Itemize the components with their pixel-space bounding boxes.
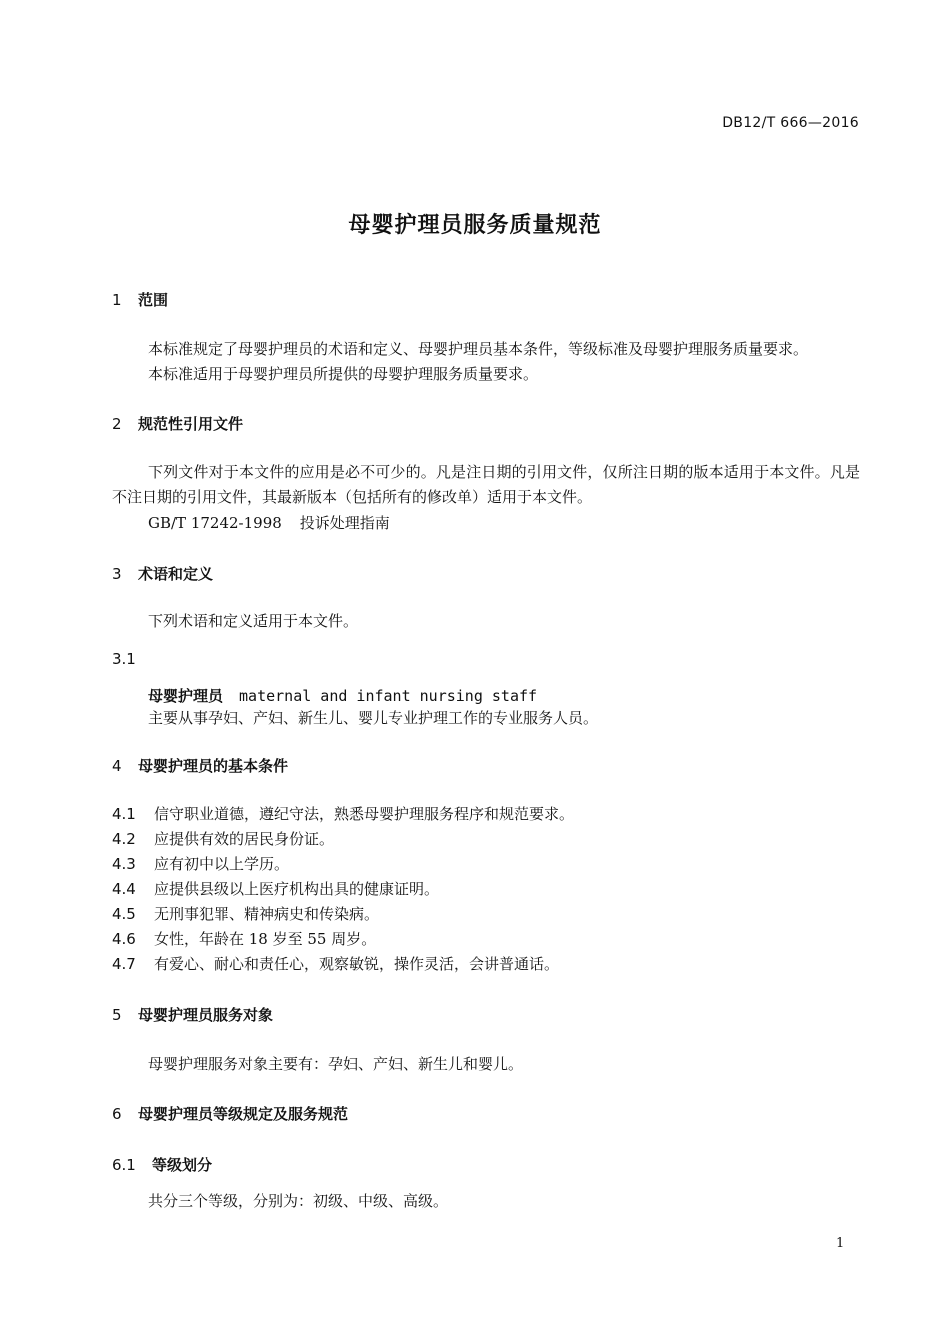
paragraph: 本标准适用于母婴护理员所提供的母婴护理服务质量要求。 bbox=[148, 365, 539, 383]
item-text: 应提供有效的居民身份证。 bbox=[154, 830, 335, 848]
document-number: DB12/T 666—2016 bbox=[722, 115, 859, 131]
section-number: 3 bbox=[112, 565, 122, 583]
section-heading-service-objects bbox=[112, 1004, 273, 1025]
section-number: 6 bbox=[112, 1105, 122, 1123]
item-number: 4.5 bbox=[112, 905, 136, 923]
paragraph: 母婴护理服务对象主要有：孕妇、产妇、新生儿和婴儿。 bbox=[148, 1055, 524, 1073]
item-number: 4.6 bbox=[112, 930, 136, 948]
item-text: 应提供县级以上医疗机构出具的健康证明。 bbox=[154, 880, 440, 898]
item-text: 应有初中以上学历。 bbox=[154, 855, 290, 873]
section-number: 2 bbox=[112, 415, 122, 433]
list-item bbox=[112, 803, 574, 824]
subsection-number: 3.1 bbox=[112, 650, 136, 668]
paragraph: 共分三个等级，分别为：初级、中级、高级。 bbox=[148, 1192, 449, 1210]
section-heading-basic-conditions bbox=[112, 755, 288, 776]
item-number: 4.2 bbox=[112, 830, 136, 848]
page-number: 1 bbox=[836, 1236, 845, 1251]
list-item bbox=[112, 928, 376, 949]
section-title: 母婴护理员等级规定及服务规范 bbox=[138, 1105, 349, 1123]
section-title: 术语和定义 bbox=[138, 565, 214, 583]
section-number: 1 bbox=[112, 291, 122, 309]
item-text: 无刑事犯罪、精神病史和传染病。 bbox=[154, 905, 380, 923]
section-title: 母婴护理员的基本条件 bbox=[138, 757, 289, 775]
paragraph: 本标准规定了母婴护理员的术语和定义、母婴护理员基本条件，等级标准及母婴护理服务质量要求。 bbox=[148, 340, 809, 358]
reference-title: 投诉处理指南 bbox=[299, 514, 390, 532]
list-item bbox=[112, 853, 289, 874]
item-number: 4.4 bbox=[112, 880, 136, 898]
item-text: 女性，年龄在 18 岁至 55 周岁。 bbox=[154, 930, 377, 948]
section-title: 范围 bbox=[138, 291, 169, 309]
term-entry bbox=[148, 685, 537, 706]
reference-entry bbox=[148, 512, 390, 533]
section-number: 5 bbox=[112, 1006, 122, 1024]
paragraph: 下列文件对于本文件的应用是必不可少的。凡是注日期的引用文件，仅所注日期的版本适用于本文件。凡是不注日期的引用文件，其最新版本（包括所有的修改单）适用于本文件。 bbox=[112, 463, 860, 506]
term-chinese: 母婴护理员 bbox=[148, 687, 224, 705]
list-item bbox=[112, 828, 334, 849]
section-heading-normative-references bbox=[112, 413, 243, 434]
item-number: 4.1 bbox=[112, 805, 136, 823]
subsection-heading-grade-division bbox=[112, 1154, 212, 1175]
reference-code: GB/T 17242-1998 bbox=[148, 514, 282, 532]
item-text: 信守职业道德，遵纪守法，熟悉母婴护理服务程序和规范要求。 bbox=[154, 805, 575, 823]
item-number: 4.7 bbox=[112, 955, 136, 973]
section-heading-grade-rules bbox=[112, 1103, 348, 1124]
list-item bbox=[112, 953, 559, 974]
section-title: 母婴护理员服务对象 bbox=[138, 1006, 274, 1024]
page-title: 母婴护理员服务质量规范 bbox=[348, 213, 602, 238]
list-item bbox=[112, 903, 379, 924]
section-heading-scope bbox=[112, 289, 168, 310]
list-item bbox=[112, 878, 439, 899]
section-title: 规范性引用文件 bbox=[138, 415, 244, 433]
item-number: 4.3 bbox=[112, 855, 136, 873]
term-english: maternal and infant nursing staff bbox=[239, 687, 538, 705]
subsection-title: 等级划分 bbox=[152, 1156, 213, 1174]
item-text: 有爱心、耐心和责任心，观察敏锐，操作灵活，会讲普通话。 bbox=[154, 955, 560, 973]
section-heading-terms bbox=[112, 563, 213, 584]
paragraph: 下列术语和定义适用于本文件。 bbox=[148, 612, 359, 630]
subsection-number: 6.1 bbox=[112, 1156, 136, 1174]
section-number: 4 bbox=[112, 757, 122, 775]
term-definition: 主要从事孕妇、产妇、新生儿、婴儿专业护理工作的专业服务人员。 bbox=[148, 709, 599, 727]
